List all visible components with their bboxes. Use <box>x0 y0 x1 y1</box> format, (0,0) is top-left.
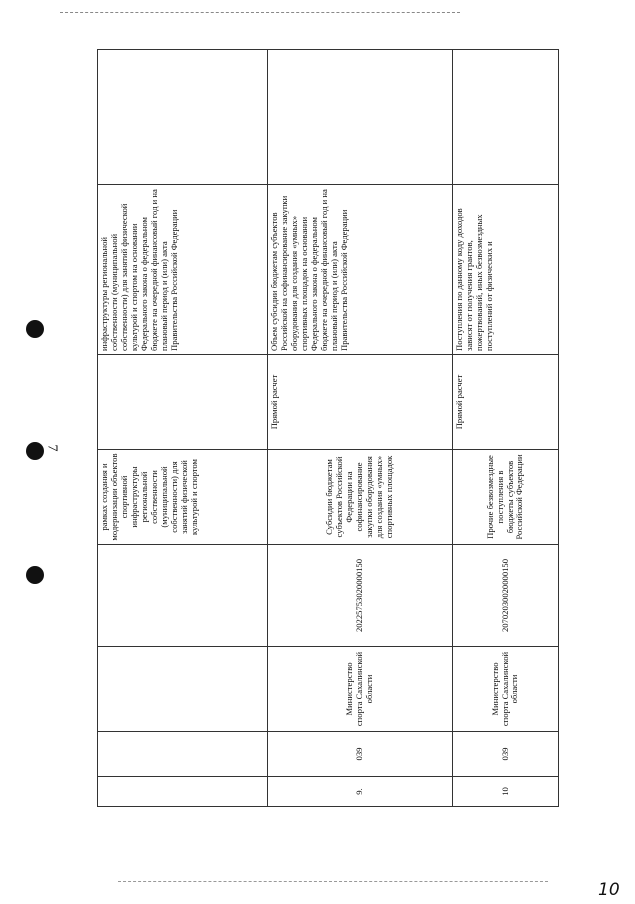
revenue-sources-table <box>97 49 559 807</box>
table-row <box>268 50 453 807</box>
revenue-name-cell: Субсидии бюджетам субъектов Российской Федерации на софинансирование закупки оборудования для создания «умных» спортивных площадок <box>268 450 453 545</box>
last-cell <box>453 50 559 185</box>
scan-edge-top <box>60 12 460 15</box>
row-number-cell <box>98 777 268 807</box>
last-cell <box>98 50 268 185</box>
punch-hole <box>26 566 44 584</box>
last-cell <box>268 50 453 185</box>
kbk-cell <box>98 545 268 647</box>
punch-hole <box>26 320 44 338</box>
row-number-cell: 10 <box>453 777 559 807</box>
table-row <box>453 50 559 807</box>
ministry-cell: Министерство спорта Сахалинской области <box>268 647 453 732</box>
method-cell <box>98 355 268 450</box>
ministry-cell <box>98 647 268 732</box>
rotated-table-container <box>97 50 558 807</box>
admin-code-cell <box>98 732 268 777</box>
table-row <box>98 50 268 807</box>
punch-hole <box>26 442 44 460</box>
kbk-cell: 20702030020000150 <box>453 545 559 647</box>
row-number-cell: 9. <box>268 777 453 807</box>
description-cell: Объем субсидии бюджетам субъектов Российской на софинансирование закупки оборудования для создания «умных» спортивных площадок на основании Федерального закона о федеральном бюджете на очередной финансовый год и на плановый период и (или) акта Правительства Российской Федерации <box>268 185 453 355</box>
method-cell: Прямой расчет <box>453 355 559 450</box>
ministry-cell: Министерство спорта Сахалинской области <box>453 647 559 732</box>
page-number: 7 <box>44 444 60 452</box>
method-cell: Прямой расчет <box>268 355 453 450</box>
admin-code-cell: 039 <box>453 732 559 777</box>
handwritten-page-number: 10 <box>598 880 620 900</box>
admin-code-cell: 039 <box>268 732 453 777</box>
scan-edge-bottom <box>118 881 548 884</box>
document-table-frame <box>97 50 558 807</box>
description-cell: Поступления по данному коду доходов зависят от получения грантов, пожертвований, иных безвозмездных поступлений от физических и <box>453 185 559 355</box>
revenue-name-cell: Прочие безвозмездные поступления в бюджеты субъектов Российской Федерации <box>453 450 559 545</box>
revenue-name-cell: рамках создания и модернизации объектов спортивной инфраструктуры региональной собственности (муниципальной собственности) для занятий физической культурой и спортом <box>98 450 268 545</box>
kbk-cell: 20225753020000150 <box>268 545 453 647</box>
description-cell: инфраструктуры региональной собственности (муниципальной собственности) для занятий физической культурой и спортом на основании Федерального закона о федеральном бюджете на очередной финансовый год и на плановый период и (или) акта Правительства Российской Федерации <box>98 185 268 355</box>
